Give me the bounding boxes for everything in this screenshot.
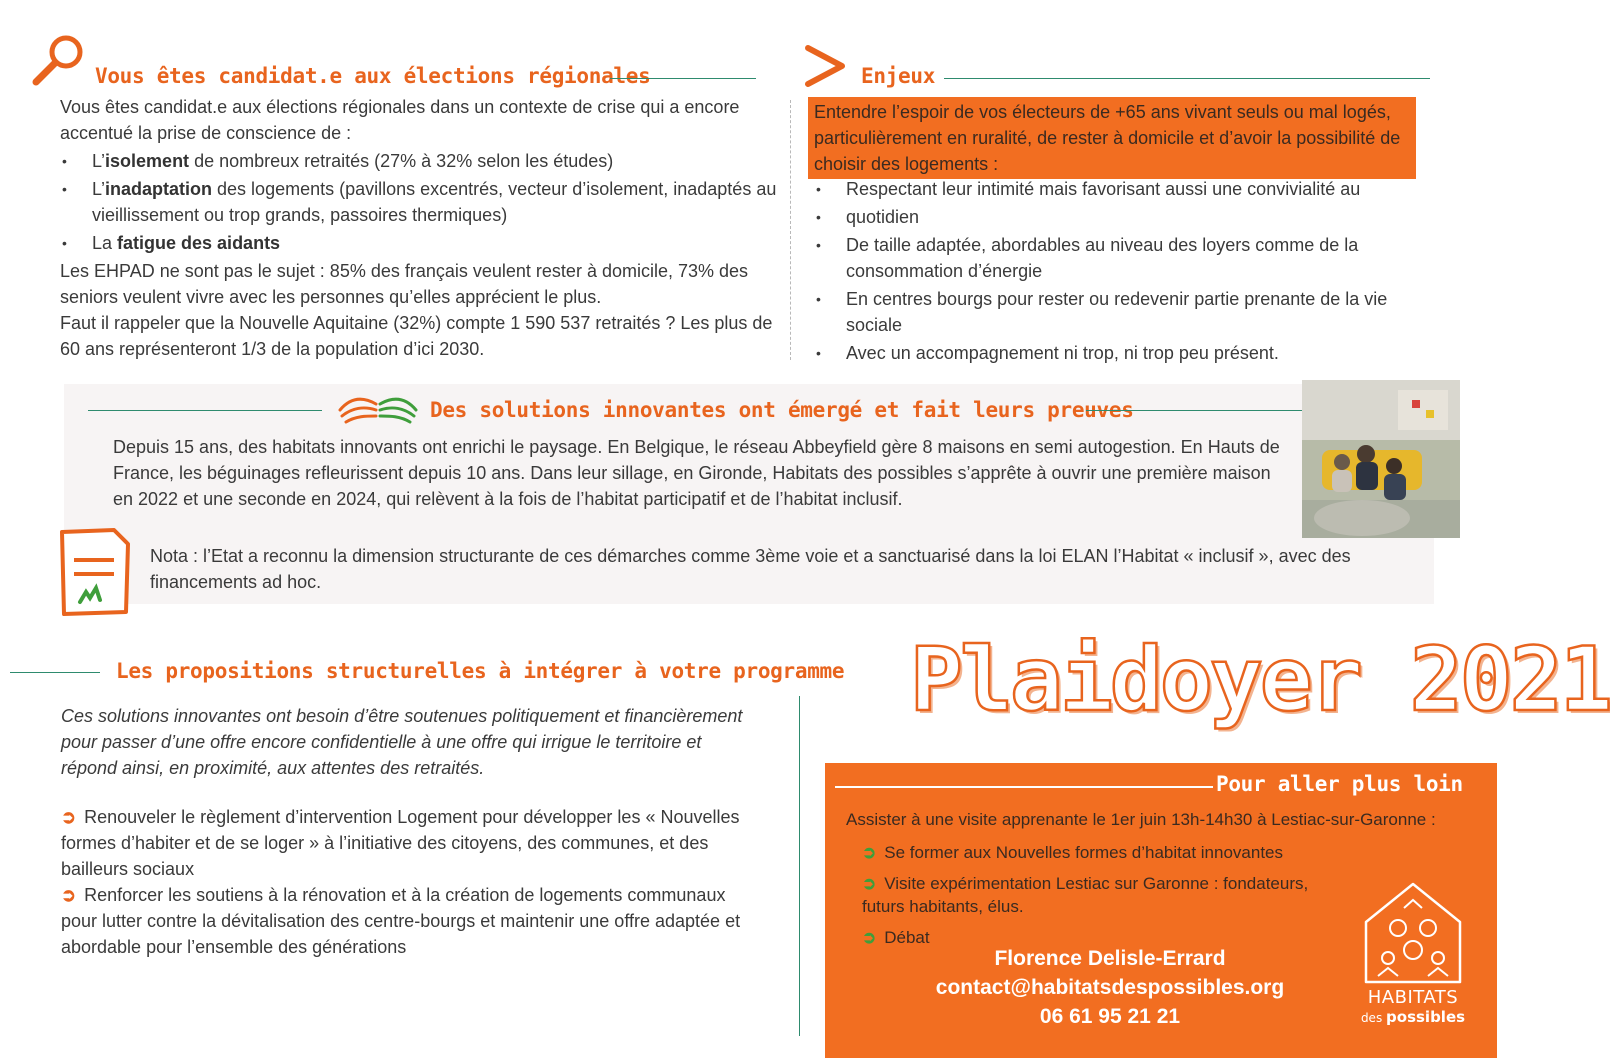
- visit-items: [862, 841, 1362, 949]
- candidat-bullets: [60, 148, 780, 256]
- logo-line2: des possibles: [1360, 1008, 1466, 1026]
- list-item: • L’isolement de nombreux retraités (27% à 32% selon les études): [60, 148, 780, 174]
- arrow-icon: ➲: [61, 807, 77, 827]
- logo-wordmark: [1360, 988, 1466, 1027]
- list-item: • Respectant leur intimité mais favorisant aussi une convivialité au: [814, 176, 1434, 202]
- nota-text: Nota : l’Etat a reconnu la dimension structurante de ces démarches comme 3ème voie et a sanctuarisé dans la loi ELAN l’Habitat « inclusif », avec des financements ad hoc.: [150, 546, 1351, 592]
- title-rule: [1086, 410, 1308, 411]
- logo-line1: HABITATS: [1367, 987, 1459, 1008]
- contact-name: Florence Delisle-Errard: [994, 947, 1226, 970]
- candidat-text-block: [60, 94, 780, 362]
- list-item: • En centres bourgs pour rester ou redevenir partie prenante de la vie sociale: [814, 286, 1434, 338]
- arrow-icon: ➲: [61, 885, 77, 905]
- document-icon: [56, 526, 134, 618]
- candidat-para-ehpad: Les EHPAD ne sont pas le sujet : 85% des français veulent rester à domicile, 73% des seniors veulent vivre avec les personnes qu’elles apprécient le plus.: [60, 261, 749, 307]
- group-photo: [1302, 380, 1460, 538]
- column-divider: [790, 100, 791, 360]
- list-item: ➲ Se former aux Nouvelles formes d’habitat innovantes: [862, 843, 1284, 862]
- section-title-propositions: Les propositions structurelles à intégrer à votre programme: [116, 659, 845, 683]
- section-title-enjeux: Enjeux: [861, 64, 936, 88]
- enjeux-highlight: Entendre l’espoir de vos électeurs de +65 ans vivant seuls ou mal logés, particulièrement en ruralité, de rester à domicile et d’avoir la possibilité de choisir des logements :: [808, 97, 1416, 179]
- list-item: ➲ Débat: [862, 928, 930, 947]
- candidat-intro: Vous êtes candidat.e aux élections régionales dans un contexte de crise qui a encore accentué la prise de conscience de :: [60, 97, 740, 143]
- title-rule: [88, 410, 322, 411]
- propositions-list: [61, 804, 751, 960]
- hands-icon: [336, 390, 420, 430]
- contact-phone: 06 61 95 21 21: [1039, 1005, 1181, 1028]
- list-item: ➲ Renforcer les soutiens à la rénovation et à la création de logements communaux pour lutter contre la dévitalisation des centre-bourgs et maintenir une offre adaptée et abordable pour l’ensemble des générations: [61, 885, 741, 957]
- list-item: • quotidien: [814, 204, 1434, 230]
- house-logo-icon: [1358, 878, 1468, 988]
- section-title-solutions: Des solutions innovantes ont émergé et fait leurs preuves: [430, 398, 1134, 422]
- more-info-title: Pour aller plus loin: [1216, 772, 1463, 796]
- arrow-icon: ➲: [862, 928, 877, 947]
- column-divider: [799, 696, 800, 1036]
- list-item: • Avec un accompagnement ni trop, ni trop peu présent.: [814, 340, 1434, 366]
- contact-block: [900, 944, 1320, 1031]
- candidat-para-aquitaine: Faut il rappeler que la Nouvelle Aquitaine (32%) compte 1 590 537 retraités ? Les plus de 60 ans représenteront 1/3 de la population d’ici 2030.: [60, 313, 773, 359]
- magnifier-icon: [28, 32, 90, 88]
- list-item: • La fatigue des aidants: [60, 230, 780, 256]
- arrow-icon: ➲: [862, 843, 877, 862]
- section-title-candidat: Vous êtes candidat.e aux élections régionales: [95, 64, 651, 88]
- propositions-intro: Ces solutions innovantes ont besoin d’être soutenues politiquement et financièrement pour passer d’une offre encore confidentielle à une offre qui irrigue le territoire et répond ainsi, en proximité, aux attentes des retraités.: [61, 706, 743, 778]
- title-rule: [10, 672, 100, 673]
- title-rule: [610, 78, 756, 79]
- arrow-icon: ➲: [862, 874, 877, 893]
- title-rule: [944, 78, 1430, 79]
- visit-text: Assister à une visite apprenante le 1er juin 13h-14h30 à Lestiac-sur-Garonne :: [846, 810, 1436, 829]
- enjeux-bullets: [814, 176, 1434, 368]
- list-item: • L’inadaptation des logements (pavillons excentrés, vecteur d’isolement, inadaptés au vieillissement ou trop grands, passoires thermiques): [60, 176, 780, 228]
- list-item: ➲ Visite expérimentation Lestiac sur Garonne : fondateurs, futurs habitants, élus.: [862, 874, 1309, 916]
- list-item: ➲ Renouveler le règlement d’intervention Logement pour développer les « Nouvelles formes d’habiter et de se loger » à l’initiative des citoyens, des communes, et des bailleurs sociaux: [61, 807, 740, 879]
- title-rule: [835, 786, 1213, 788]
- plaidoyer-title: Plaidoyer 2021: [910, 628, 1610, 731]
- contact-email[interactable]: contact@habitatsdespossibles.org: [935, 976, 1285, 999]
- solutions-text: Depuis 15 ans, des habitats innovants ont enrichi le paysage. En Belgique, le réseau Abbeyfield gère 8 maisons en semi autogestion. En Hauts de France, les béguinages refleurissent depuis 10 ans. Dans leur sillage, en Gironde, Habitats des possibles s’apprête à ouvrir une première maison en 2022 et une seconde en 2024, qui relèvent à la fois de l’habitat participatif et de l’habitat inclusif.: [113, 437, 1280, 509]
- list-item: • De taille adaptée, abordables au niveau des loyers comme de la consommation d’énergie: [814, 232, 1434, 284]
- chevron-right-icon: [800, 42, 850, 90]
